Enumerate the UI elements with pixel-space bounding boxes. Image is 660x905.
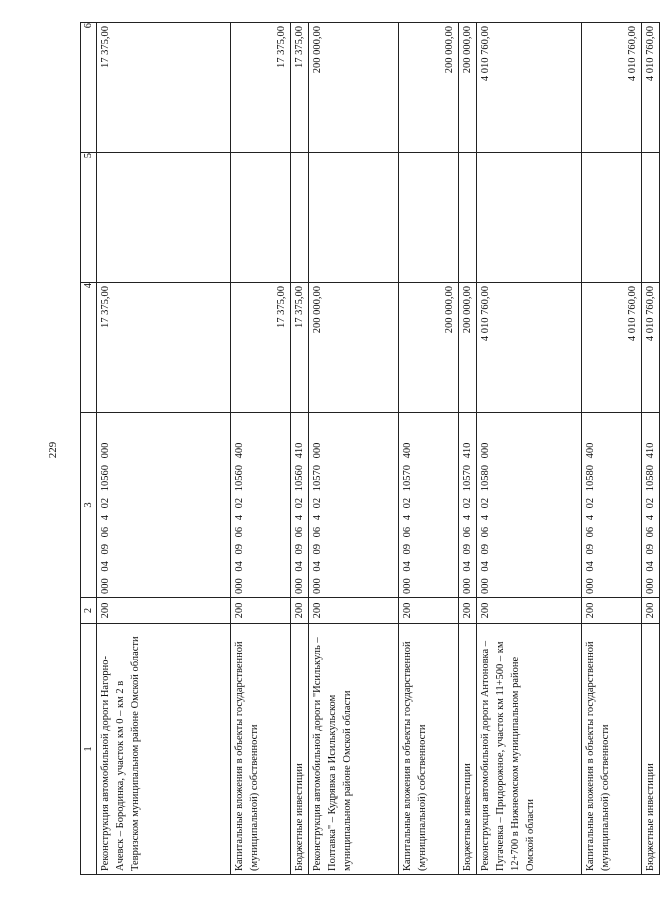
table-row bbox=[459, 23, 477, 875]
table-row bbox=[399, 23, 459, 875]
row-value-col4: 200 000,00 bbox=[459, 283, 477, 413]
row-admin-code: 200 bbox=[97, 598, 231, 624]
row-value-col4: 200 000,00 bbox=[309, 283, 399, 413]
col-header-3: 3 bbox=[81, 413, 97, 598]
row-budget-code: 000 04 09 06 4 02 10570 000 bbox=[309, 413, 399, 598]
row-name: Капитальные вложения в объекты государственной (муниципальной) собственности bbox=[231, 624, 291, 875]
col-header-2: 2 bbox=[81, 598, 97, 624]
row-name: Бюджетные инвестиции bbox=[291, 624, 309, 875]
table-body bbox=[97, 23, 660, 875]
page-number: 229 bbox=[47, 441, 59, 459]
row-value-col6: 4 010 760,00 bbox=[477, 23, 582, 153]
row-admin-code: 200 bbox=[231, 598, 291, 624]
row-value-col6: 4 010 760,00 bbox=[582, 23, 642, 153]
col-header-4: 4 bbox=[81, 283, 97, 413]
col-header-5: 5 bbox=[81, 153, 97, 283]
row-value-col6: 4 010 760,00 bbox=[642, 23, 660, 153]
row-value-col5 bbox=[399, 153, 459, 283]
row-budget-code: 000 04 09 06 4 02 10570 400 bbox=[399, 413, 459, 598]
row-admin-code: 200 bbox=[309, 598, 399, 624]
row-name: Бюджетные инвестиции bbox=[642, 624, 660, 875]
table-row bbox=[642, 23, 660, 875]
row-budget-code: 000 04 09 06 4 02 10580 400 bbox=[582, 413, 642, 598]
row-value-col5 bbox=[97, 153, 231, 283]
table-row bbox=[231, 23, 291, 875]
row-value-col6: 17 375,00 bbox=[231, 23, 291, 153]
row-value-col4: 17 375,00 bbox=[231, 283, 291, 413]
row-name: Реконструкция автомобильной дороги "Исилькуль – Полтавка" – Кудрявка в Исилькульском муниципальном районе Омской области bbox=[309, 624, 399, 875]
row-admin-code: 200 bbox=[399, 598, 459, 624]
row-admin-code: 200 bbox=[477, 598, 582, 624]
row-value-col6: 17 375,00 bbox=[97, 23, 231, 153]
row-value-col4: 4 010 760,00 bbox=[582, 283, 642, 413]
row-budget-code: 000 04 09 06 4 02 10580 410 bbox=[642, 413, 660, 598]
table-row bbox=[309, 23, 399, 875]
header-row bbox=[81, 23, 97, 875]
row-value-col6: 17 375,00 bbox=[291, 23, 309, 153]
row-value-col5 bbox=[582, 153, 642, 283]
table-row bbox=[291, 23, 309, 875]
row-admin-code: 200 bbox=[459, 598, 477, 624]
row-name: Капитальные вложения в объекты государственной (муниципальной) собственности bbox=[582, 624, 642, 875]
row-value-col5 bbox=[309, 153, 399, 283]
row-name: Реконструкция автомобильной дороги Антоновка – Пугачевка – Придорожное, участок км 11+500 – км 12+700 в Нижнеомском муниципальном районе Омской области bbox=[477, 624, 582, 875]
row-value-col4: 4 010 760,00 bbox=[477, 283, 582, 413]
table-row bbox=[477, 23, 582, 875]
table-row bbox=[582, 23, 642, 875]
row-admin-code: 200 bbox=[642, 598, 660, 624]
row-budget-code: 000 04 09 06 4 02 10560 000 bbox=[97, 413, 231, 598]
budget-table-container bbox=[80, 23, 656, 875]
col-header-6: 6 bbox=[81, 23, 97, 153]
row-value-col5 bbox=[291, 153, 309, 283]
row-admin-code: 200 bbox=[582, 598, 642, 624]
row-value-col4: 4 010 760,00 bbox=[642, 283, 660, 413]
row-value-col5 bbox=[459, 153, 477, 283]
table-row bbox=[97, 23, 231, 875]
row-value-col5 bbox=[477, 153, 582, 283]
row-value-col6: 200 000,00 bbox=[459, 23, 477, 153]
row-budget-code: 000 04 09 06 4 02 10570 410 bbox=[459, 413, 477, 598]
row-value-col6: 200 000,00 bbox=[309, 23, 399, 153]
row-value-col5 bbox=[642, 153, 660, 283]
row-value-col4: 200 000,00 bbox=[399, 283, 459, 413]
row-name: Реконструкция автомобильной дороги Нагорно-Ачевск – Бородинка, участок км 0 – км 2 в Тевризском муниципальном районе Омской области bbox=[97, 624, 231, 875]
row-name: Бюджетные инвестиции bbox=[459, 624, 477, 875]
budget-table bbox=[80, 22, 660, 875]
row-budget-code: 000 04 09 06 4 02 10560 410 bbox=[291, 413, 309, 598]
row-budget-code: 000 04 09 06 4 02 10560 400 bbox=[231, 413, 291, 598]
row-budget-code: 000 04 09 06 4 02 10580 000 bbox=[477, 413, 582, 598]
row-name: Капитальные вложения в объекты государственной (муниципальной) собственности bbox=[399, 624, 459, 875]
row-value-col4: 17 375,00 bbox=[97, 283, 231, 413]
col-header-1: 1 bbox=[81, 624, 97, 875]
row-value-col5 bbox=[231, 153, 291, 283]
row-value-col6: 200 000,00 bbox=[399, 23, 459, 153]
row-value-col4: 17 375,00 bbox=[291, 283, 309, 413]
row-admin-code: 200 bbox=[291, 598, 309, 624]
